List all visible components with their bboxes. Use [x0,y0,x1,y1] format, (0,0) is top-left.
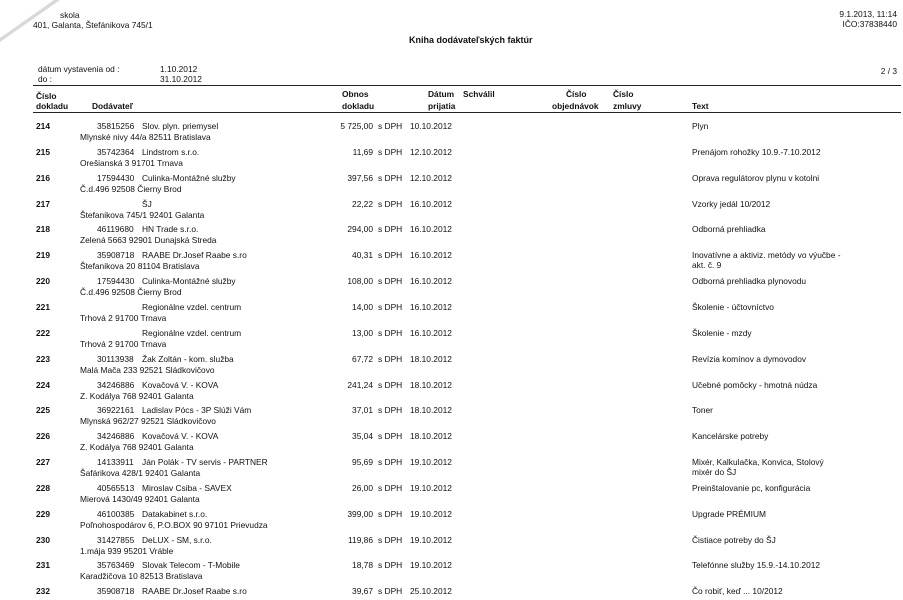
supplier-ico: 31427855 [97,534,135,545]
supplier-ico: 46100385 [97,508,135,519]
receipt-date: 19.10.2012 [410,482,452,493]
supplier-name: Culinka-Montážné služby [142,276,236,287]
col-obnos-2: dokladu [342,101,375,111]
supplier-ico: 35815256 [97,121,135,131]
receipt-date: 19.10.2012 [410,457,452,468]
col-text: Text [692,101,709,111]
row-number: 232 [36,586,50,597]
invoice-text: Mixér, Kalkulačka, Konvica, Stolový [692,457,824,468]
vat-flag: s DPH [378,431,403,442]
supplier-address: Mierová 1430/49 92401 Galanta [80,493,200,504]
vat-flag: s DPH [378,121,403,131]
invoice-text: Kancelárske potreby [692,431,769,442]
vat-flag: s DPH [378,301,403,312]
supplier-address: Č.d.496 92508 Čierny Brod [80,287,182,298]
col-datum-2: prijatia [428,101,456,111]
supplier-address: Z. Kodálya 768 92401 Galanta [80,442,194,453]
col-schvalil: Schválil [463,89,495,99]
ico-number: IČO:37838440 [842,19,897,29]
supplier-name: Culinka-Montážné služby [142,172,236,183]
supplier-name: Lindstrom s.r.o. [142,146,200,157]
amount: 37,01 [352,405,373,416]
vat-flag: s DPH [378,276,403,287]
receipt-date: 19.10.2012 [410,508,452,519]
vat-flag: s DPH [378,560,403,571]
row-number: 220 [36,276,50,287]
row-number: 219 [36,250,50,261]
supplier-name: Datakabinet s.r.o. [142,508,208,519]
invoice-text: Preinštalovanie pc, konfigurácia [692,482,811,493]
vat-flag: s DPH [378,198,403,209]
receipt-date: 16.10.2012 [410,198,452,209]
receipt-date: 25.10.2012 [410,586,452,597]
invoice-text: Telefónne služby 15.9.-14.10.2012 [692,560,821,571]
supplier-ico: 35742364 [97,146,135,157]
amount: 397,56 [347,172,373,183]
col-datum-1: Dátum [428,89,455,99]
invoice-text: Čo robiť, keď ... 10/2012 [692,586,783,597]
receipt-date: 18.10.2012 [410,353,452,364]
amount: 95,69 [352,457,373,468]
col-zmluvy-1: Číslo [613,89,634,99]
amount: 26,00 [352,482,373,493]
col-zmluvy-2: zmluvy [613,101,642,111]
supplier-ico: 34246886 [97,379,135,390]
invoice-text: Učebné pomôcky - hmotná núdza [692,379,818,390]
row-number: 230 [36,534,50,545]
supplier-name: RAABE Dr.Josef Raabe s.ro [142,586,247,597]
row-number: 221 [36,301,50,312]
supplier-name: Ján Polák - TV servis - PARTNER [142,457,268,468]
invoice-text: Toner [692,405,713,416]
invoice-text: Revízia komínov a dymovodov [692,353,807,364]
receipt-date: 19.10.2012 [410,534,452,545]
amount: 22,22 [352,198,373,209]
receipt-date: 10.10.2012 [410,121,452,131]
supplier-ico: 35908718 [97,586,135,597]
col-objednavok-2: objednávok [552,101,599,111]
row-number: 228 [36,482,50,493]
amount: 13,00 [352,327,373,338]
supplier-address: Karadžičova 10 82513 Bratislava [80,571,203,582]
supplier-ico: 34246886 [97,431,135,442]
amount: 241,24 [347,379,373,390]
row-number: 229 [36,508,50,519]
vat-flag: s DPH [378,482,403,493]
supplier-address: Č.d.496 92508 Čierny Brod [80,183,182,194]
row-number: 215 [36,146,50,157]
invoice-text: Školenie - mzdy [692,327,752,338]
row-number: 218 [36,224,50,235]
date-from-label: dátum vystavenia od : [38,64,120,74]
receipt-date: 16.10.2012 [410,301,452,312]
row-number: 225 [36,405,50,416]
row-number: 216 [36,172,50,183]
amount: 18,78 [352,560,373,571]
supplier-ico: 17594430 [97,172,135,183]
supplier-address: Malá Mača 233 92521 Sládkovičovo [80,364,215,375]
supplier-ico: 17594430 [97,276,135,287]
amount: 39,67 [352,586,373,597]
invoice-text: Upgrade PRÉMIUM [692,508,767,519]
invoice-text: Inovatívne a aktiviz. metódy vo výučbe - [692,250,841,261]
row-number: 231 [36,560,50,571]
supplier-name: Regionálne vzdel. centrum [142,327,242,338]
school-address: 401, Galanta, Štefánikova 745/1 [33,20,153,30]
vat-flag: s DPH [378,586,403,597]
receipt-date: 18.10.2012 [410,379,452,390]
supplier-address: Zelená 5663 92901 Dunajská Streda [80,235,217,246]
receipt-date: 16.10.2012 [410,250,452,261]
amount: 11,69 [352,146,373,157]
amount: 108,00 [347,276,373,287]
school-name: skola [60,10,80,20]
col-cislo-1: Číslo [36,91,57,101]
date-from: 1.10.2012 [160,64,198,74]
col-obnos-1: Obnos [342,89,369,99]
vat-flag: s DPH [378,405,403,416]
amount: 40,31 [352,250,373,261]
receipt-date: 18.10.2012 [410,431,452,442]
supplier-ico: 36922161 [97,405,135,416]
date-to: 31.10.2012 [160,74,202,84]
row-number: 223 [36,353,50,364]
supplier-address: Mlynské nivy 44/a 82511 Bratislava [80,132,211,142]
report-title: Kniha dodávateľských faktúr [409,35,533,45]
amount: 35,04 [352,431,373,442]
supplier-name: HN Trade s.r.o. [142,224,199,235]
supplier-address: 1.mája 939 95201 Vráble [80,545,174,556]
receipt-date: 16.10.2012 [410,327,452,338]
supplier-name: DeLUX - SM, s.r.o. [142,534,212,545]
print-datetime: 9.1.2013, 11:14 [839,9,897,19]
vat-flag: s DPH [378,146,403,157]
invoice-text-line2: mixér do ŠJ [692,467,737,478]
row-number: 214 [36,121,50,131]
invoice-text: Oprava regulátorov plynu v kotolni [692,172,820,183]
supplier-name: RAABE Dr.Josef Raabe s.ro [142,250,247,261]
receipt-date: 16.10.2012 [410,276,452,287]
supplier-address: Štefanikova 745/1 92401 Galanta [80,209,205,220]
invoice-text: Školenie - účtovníctvo [692,301,774,312]
vat-flag: s DPH [378,172,403,183]
amount: 119,86 [348,534,373,545]
supplier-address: Mlynská 962/27 92521 Sládkovičovo [80,416,216,427]
row-number: 227 [36,457,50,468]
col-cislo-2: dokladu [36,101,69,111]
header-rule-bottom [33,112,901,113]
invoice-text: Čistiace potreby do ŠJ [692,534,776,545]
amount: 67,72 [352,353,373,364]
supplier-ico: 46119680 [97,224,134,235]
col-dodavatel: Dodávateľ [92,101,133,111]
supplier-address: Poľnohospodárov 6, P.O.BOX 90 97101 Prievudza [80,519,268,530]
supplier-name: Kovačová V. - KOVA [142,379,219,390]
vat-flag: s DPH [378,457,403,468]
supplier-address: Orešianská 3 91701 Trnava [80,157,183,168]
row-number: 222 [36,327,50,338]
row-number: 226 [36,431,50,442]
supplier-address: Štefanikova 20 81104 Bratislava [80,261,200,272]
supplier-ico: 30113938 [97,353,134,364]
vat-flag: s DPH [378,353,403,364]
vat-flag: s DPH [378,379,403,390]
header-rule-top [33,85,901,86]
vat-flag: s DPH [378,534,403,545]
supplier-name: ŠJ [142,198,152,209]
vat-flag: s DPH [378,250,403,261]
receipt-date: 12.10.2012 [410,146,452,157]
amount: 399,00 [347,508,373,519]
invoice-text: Prenájom rohožky 10.9.-7.10.2012 [692,146,821,157]
supplier-ico: 40565513 [97,482,135,493]
vat-flag: s DPH [378,224,403,235]
supplier-name: Regionálne vzdel. centrum [142,301,242,312]
supplier-address: Z. Kodálya 768 92401 Galanta [80,390,194,401]
invoice-text: Vzorky jedál 10/2012 [692,198,771,209]
date-to-label: do : [38,74,52,84]
invoice-text-line2: akt. č. 9 [692,260,722,271]
receipt-date: 19.10.2012 [410,560,452,571]
supplier-name: Miroslav Csiba - SAVEX [142,482,232,493]
receipt-date: 16.10.2012 [410,224,452,235]
invoice-text: Plyn [692,121,709,131]
receipt-date: 12.10.2012 [410,172,452,183]
supplier-address: Šafárikova 428/1 92401 Galanta [80,468,201,479]
supplier-name: Slov. plyn. priemysel [142,121,219,131]
supplier-ico: 14133911 [97,457,134,468]
vat-flag: s DPH [378,508,403,519]
supplier-address: Trhová 2 91700 Trnava [80,312,167,323]
col-objednavok-1: Číslo [566,89,587,99]
invoice-text: Odborná prehliadka [692,224,766,235]
amount: 5 725,00 [340,121,373,131]
page-fold [0,0,54,38]
row-number: 217 [36,198,50,209]
amount: 294,00 [347,224,373,235]
amount: 14,00 [352,301,373,312]
page-number: 2 / 3 [880,66,897,76]
supplier-name: Slovak Telecom - T-Mobile [142,560,240,571]
supplier-name: Kovačová V. - KOVA [142,431,219,442]
supplier-name: Ladislav Pócs - 3P Slúži Vám [142,405,252,416]
invoice-text: Odborná prehliadka plynovodu [692,276,807,287]
supplier-ico: 35908718 [97,250,135,261]
supplier-address: Trhová 2 91700 Trnava [80,338,167,349]
vat-flag: s DPH [378,327,403,338]
row-number: 224 [36,379,50,390]
supplier-ico: 35763469 [97,560,135,571]
supplier-name: Žak Zoltán - kom. služba [142,353,234,364]
receipt-date: 18.10.2012 [410,405,452,416]
